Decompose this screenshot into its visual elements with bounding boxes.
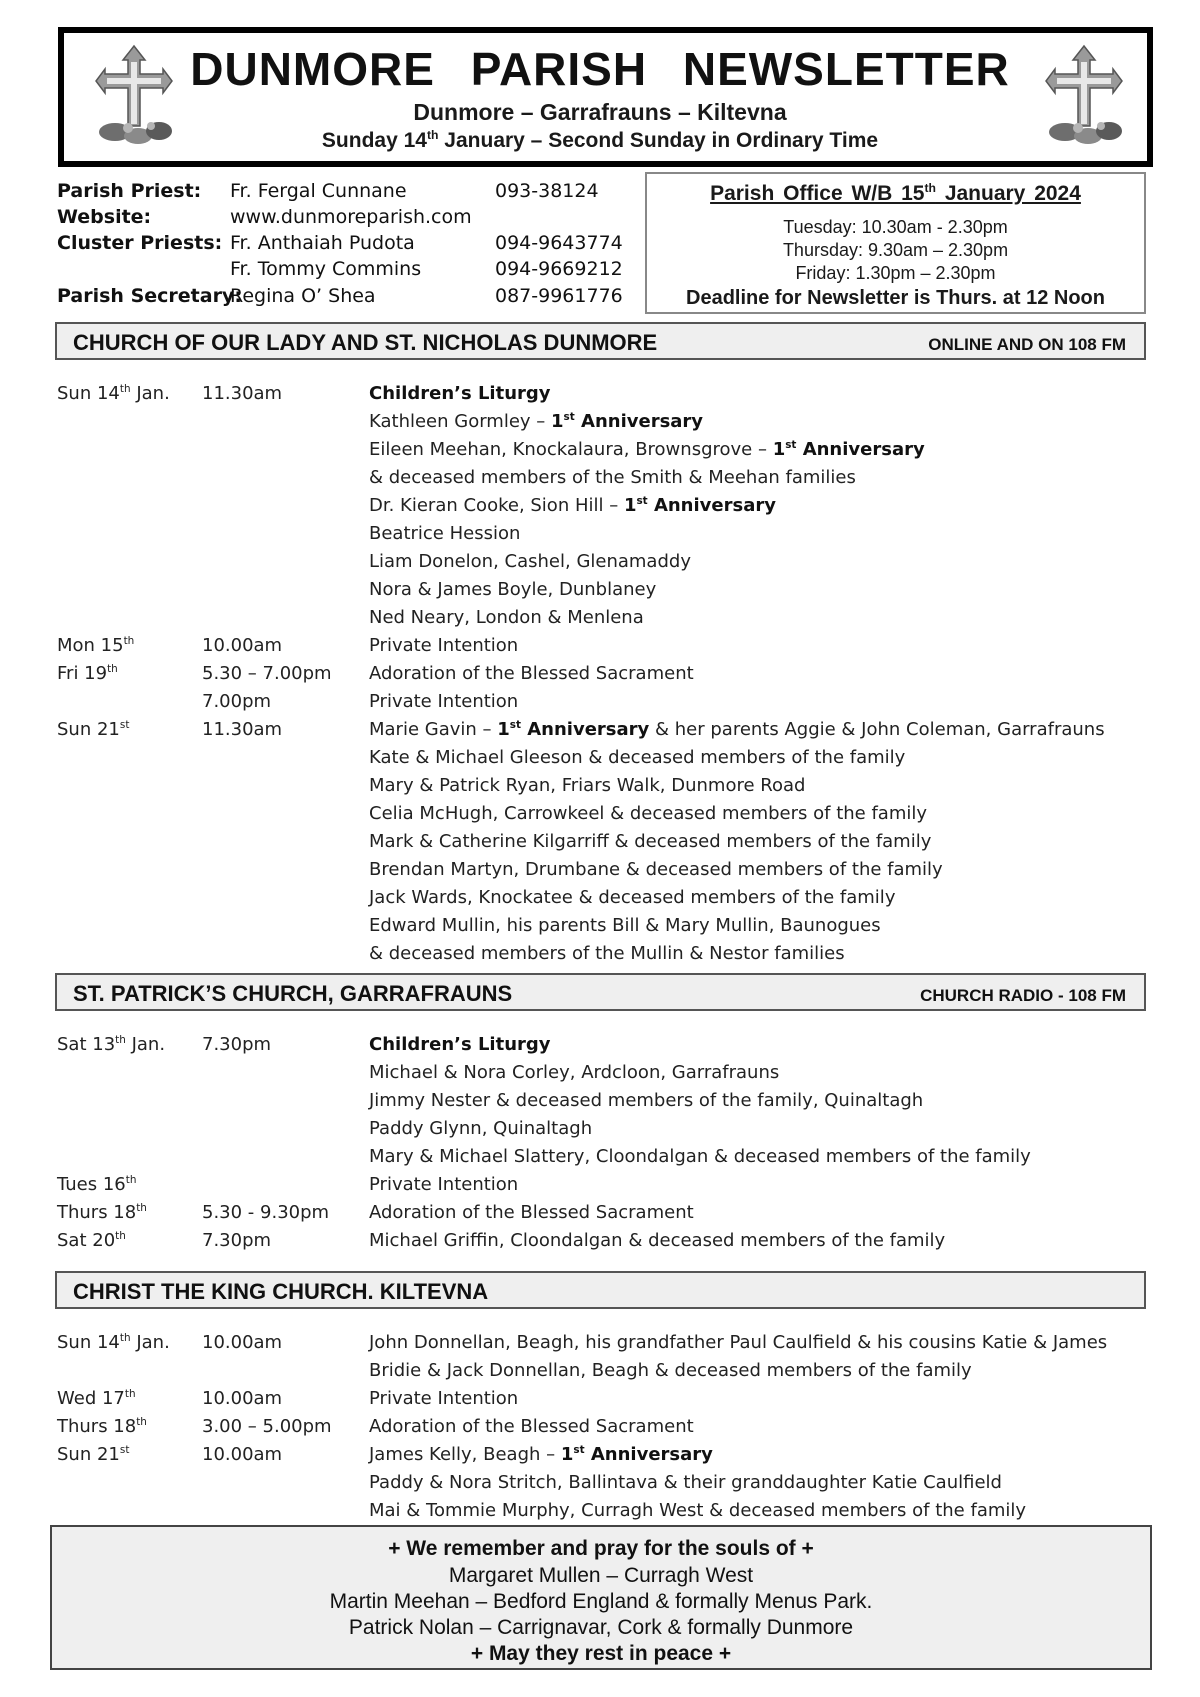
schedule-intention: Private Intention <box>369 691 519 712</box>
schedule-intention: Celia McHugh, Carrowkeel & deceased members of the family <box>369 803 928 824</box>
schedule-intention: Paddy Glynn, Quinaltagh <box>369 1118 593 1139</box>
schedule-row <box>0 551 1200 579</box>
schedule-intention: Mark & Catherine Kilgarriff & deceased members of the family <box>369 831 932 852</box>
schedule-row <box>0 943 1200 971</box>
schedule-time: 10.00am <box>202 1332 283 1353</box>
newsletter-deadline: Deadline for Newsletter is Thurs. at 12 Noon <box>686 287 1105 309</box>
schedule-row <box>0 859 1200 887</box>
schedule-intention: Dr. Kieran Cooke, Sion Hill – 1st Anniversary <box>369 495 776 516</box>
schedule-intention: Beatrice Hession <box>369 523 521 544</box>
schedule-row <box>0 467 1200 495</box>
schedule-day: Sun 21st <box>57 1444 130 1465</box>
schedule-row <box>0 1202 1200 1230</box>
schedule-intention: & deceased members of the Mullin & Nestor families <box>369 943 845 964</box>
schedule-intention: James Kelly, Beagh – 1st Anniversary <box>369 1444 713 1465</box>
section-title: ST. PATRICK’S CHURCH, GARRAFRAUNS <box>73 981 513 1006</box>
schedule-row <box>0 579 1200 607</box>
remembrance-box <box>50 1525 1152 1670</box>
schedule-time: 3.00 – 5.00pm <box>202 1416 332 1437</box>
newsletter-title: DUNMORE PARISH NEWSLETTER <box>190 43 1010 95</box>
schedule-intention: Paddy & Nora Stritch, Ballintava & their granddaughter Katie Caulfield <box>369 1472 1002 1493</box>
schedule-row <box>0 1118 1200 1146</box>
schedule-intention: Liam Donelon, Cashel, Glenamaddy <box>369 551 691 572</box>
schedule-day: Sun 14th Jan. <box>57 383 170 404</box>
schedule-row <box>0 1444 1200 1472</box>
cluster-priest-phone[interactable]: 094-9643774 <box>495 232 623 254</box>
liturgical-date: Sunday 14th January – Second Sunday in Ordinary Time <box>321 128 879 152</box>
parish-places: Dunmore – Garrafrauns – Kiltevna <box>413 99 787 125</box>
remembered-name: Margaret Mullen – Curragh West <box>448 1564 754 1587</box>
schedule-intention: Kate & Michael Gleeson & deceased members of the family <box>369 747 906 768</box>
schedule-time: 5.30 - 9.30pm <box>202 1202 330 1223</box>
schedule-intention: Private Intention <box>369 635 519 656</box>
cluster-priest-name: Fr. Anthaiah Pudota <box>230 232 415 254</box>
schedule-intention: Edward Mullin, his parents Bill & Mary Mullin, Baunogues <box>369 915 881 936</box>
schedule-row <box>0 1472 1200 1500</box>
schedule-row <box>0 1416 1200 1444</box>
schedule-row <box>0 411 1200 439</box>
secretary-phone[interactable]: 087-9961776 <box>495 285 623 307</box>
schedule-intention: Mai & Tommie Murphy, Curragh West & deceased members of the family <box>369 1500 1027 1521</box>
schedule-intention: Marie Gavin – 1st Anniversary & her parents Aggie & John Coleman, Garrafrauns <box>369 719 1105 740</box>
section-title: CHRIST THE KING CHURCH. KILTEVNA <box>73 1279 489 1304</box>
schedule-row <box>0 663 1200 691</box>
remembrance-heading: + We remember and pray for the souls of + <box>388 1537 814 1560</box>
parish-office-title: Parish Office W/B 15th January 2024 <box>710 181 1081 205</box>
schedule-day: Sun 21st <box>57 719 130 740</box>
cluster-priests-label: Cluster Priests: <box>57 232 223 254</box>
schedule-row <box>0 747 1200 775</box>
schedule-intention: Mary & Patrick Ryan, Friars Walk, Dunmore Road <box>369 775 806 796</box>
office-hours-friday: Friday: 1.30pm – 2.30pm <box>795 263 996 283</box>
schedule-intention: John Donnellan, Beagh, his grandfather Paul Caulfield & his cousins Katie & James <box>369 1332 1108 1353</box>
schedule-day: Fri 19th <box>57 663 118 684</box>
schedule-row <box>0 635 1200 663</box>
priest-name: Fr. Fergal Cunnane <box>230 180 407 202</box>
schedule-day: Sat 20th <box>57 1230 126 1251</box>
remembrance-closing: + May they rest in peace + <box>470 1642 732 1665</box>
schedule-intention: Private Intention <box>369 1174 519 1195</box>
schedule-time: 10.00am <box>202 1444 283 1465</box>
schedule-intention: Eileen Meehan, Knockalaura, Brownsgrove – 1st Anniversary <box>369 439 925 460</box>
schedule-intention: Private Intention <box>369 1388 519 1409</box>
cross-logo-left-icon <box>93 40 176 146</box>
office-hours-thursday: Thursday: 9.30am – 2.30pm <box>782 240 1009 260</box>
schedule-row <box>0 1388 1200 1416</box>
schedule-row <box>0 775 1200 803</box>
priest-label: Parish Priest: <box>57 180 202 202</box>
schedule-row <box>0 1034 1200 1062</box>
schedule-intention: Michael & Nora Corley, Ardcloon, Garrafrauns <box>369 1062 780 1083</box>
schedule-row <box>0 495 1200 523</box>
schedule-row <box>0 1230 1200 1258</box>
schedule-row <box>0 1090 1200 1118</box>
schedule-intention: Jimmy Nester & deceased members of the family, Quinaltagh <box>369 1090 924 1111</box>
schedule-intention: Nora & James Boyle, Dunblaney <box>369 579 657 600</box>
section-banner-kiltevna <box>55 1271 1146 1309</box>
broadcast-note: CHURCH RADIO - 108 FM <box>920 986 1126 1005</box>
schedule-intention: Kathleen Gormley – 1st Anniversary <box>369 411 704 432</box>
schedule-intention: Brendan Martyn, Drumbane & deceased members of the family <box>369 859 943 880</box>
schedule-time: 7.30pm <box>202 1034 272 1055</box>
schedule-row <box>0 1146 1200 1174</box>
schedule-day: Thurs 18th <box>57 1202 147 1223</box>
priest-phone[interactable]: 093-38124 <box>495 180 599 202</box>
schedule-row <box>0 915 1200 943</box>
secretary-name: Regina O’ Shea <box>230 285 376 307</box>
remembered-name: Patrick Nolan – Carrignavar, Cork & formally Dunmore <box>348 1616 854 1639</box>
secretary-label: Parish Secretary: <box>57 285 242 307</box>
office-hours-tuesday: Tuesday: 10.30am - 2.30pm <box>783 217 1008 237</box>
schedule-time: 11.30am <box>202 719 283 740</box>
schedule-day: Sat 13th Jan. <box>57 1034 166 1055</box>
schedule-intention: Michael Griffin, Cloondalgan & deceased members of the family <box>369 1230 946 1251</box>
cluster-priest-phone[interactable]: 094-9669212 <box>495 258 623 280</box>
section-title: CHURCH OF OUR LADY AND ST. NICHOLAS DUNMORE <box>73 330 658 355</box>
schedule-time: 7.30pm <box>202 1230 272 1251</box>
schedule-row <box>0 1332 1200 1360</box>
schedule-row <box>0 383 1200 411</box>
website-label: Website: <box>57 206 152 228</box>
schedule-row <box>0 803 1200 831</box>
section-banner-garrafrauns <box>55 973 1146 1011</box>
schedule-row <box>0 1174 1200 1202</box>
schedule-row <box>0 523 1200 551</box>
schedule-row <box>0 1500 1200 1528</box>
cluster-priest-name: Fr. Tommy Commins <box>230 258 422 280</box>
schedule-intention: Ned Neary, London & Menlena <box>369 607 644 628</box>
schedule-row <box>0 719 1200 747</box>
schedule-intention: Adoration of the Blessed Sacrament <box>369 663 694 684</box>
broadcast-note: ONLINE AND ON 108 FM <box>928 335 1126 354</box>
schedule-intention: Children’s Liturgy <box>369 1034 551 1055</box>
schedule-day: Mon 15th <box>57 635 135 656</box>
schedule-row <box>0 439 1200 467</box>
schedule-intention: Mary & Michael Slattery, Cloondalgan & deceased members of the family <box>369 1146 1031 1167</box>
schedule-time: 11.30am <box>202 383 283 404</box>
schedule-day: Tues 16th <box>57 1174 137 1195</box>
schedule-time: 10.00am <box>202 1388 283 1409</box>
website-link[interactable]: www.dunmoreparish.com <box>230 206 472 228</box>
schedule-time: 7.00pm <box>202 691 272 712</box>
schedule-row <box>0 691 1200 719</box>
schedule-intention: Adoration of the Blessed Sacrament <box>369 1202 694 1223</box>
schedule-intention: Bridie & Jack Donnellan, Beagh & deceased members of the family <box>369 1360 972 1381</box>
schedule-intention: & deceased members of the Smith & Meehan families <box>369 467 856 488</box>
schedule-intention: Adoration of the Blessed Sacrament <box>369 1416 694 1437</box>
schedule-intention: Children’s Liturgy <box>369 383 551 404</box>
cross-logo-right-icon <box>1043 40 1126 146</box>
schedule-day: Thurs 18th <box>57 1416 147 1437</box>
schedule-row <box>0 1360 1200 1388</box>
schedule-day: Wed 17th <box>57 1388 136 1409</box>
schedule-intention: Jack Wards, Knockatee & deceased members of the family <box>369 887 896 908</box>
schedule-day: Sun 14th Jan. <box>57 1332 170 1353</box>
schedule-time: 5.30 – 7.00pm <box>202 663 332 684</box>
section-banner-dunmore <box>55 322 1146 360</box>
schedule-row <box>0 831 1200 859</box>
schedule-time: 10.00am <box>202 635 283 656</box>
schedule-row <box>0 887 1200 915</box>
parish-office-box <box>645 172 1146 314</box>
schedule-row <box>0 607 1200 635</box>
schedule-row <box>0 1062 1200 1090</box>
remembered-name: Martin Meehan – Bedford England & formally Menus Park. <box>329 1590 873 1613</box>
